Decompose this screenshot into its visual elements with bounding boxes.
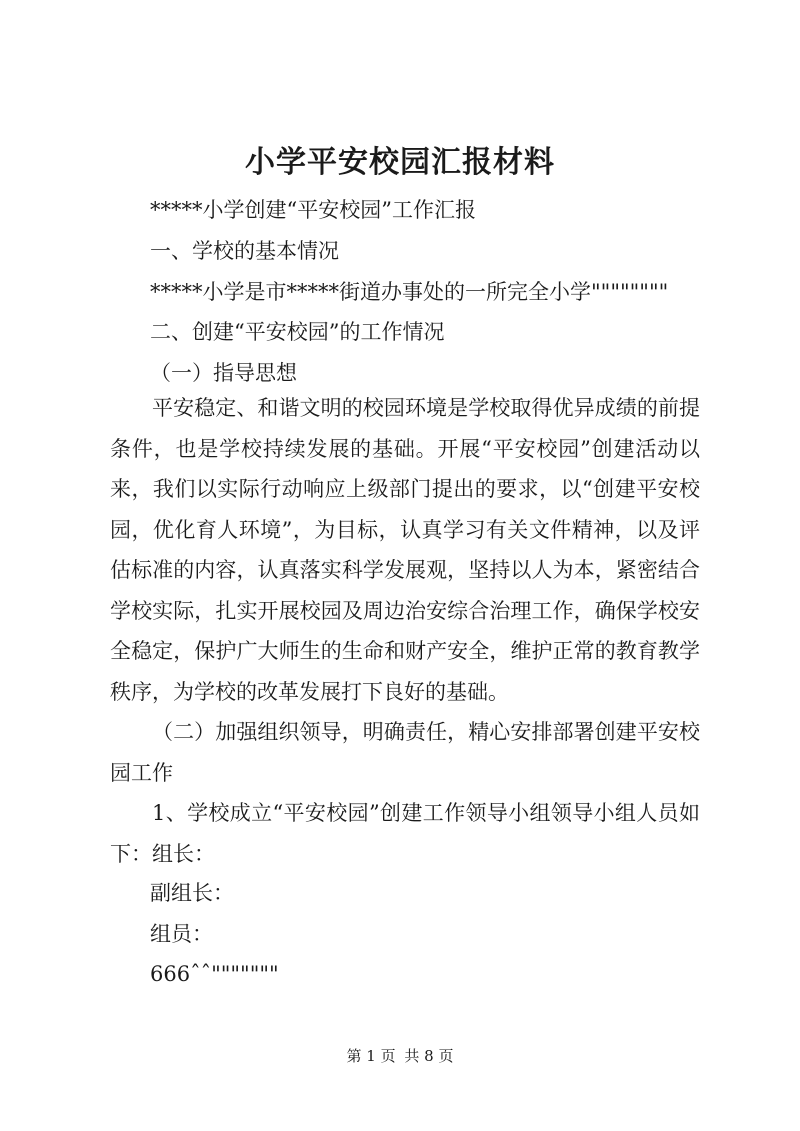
page-footer (0, 1046, 800, 1066)
page-number: 第 1 页 (346, 1047, 396, 1065)
page-total: 共 8 页 (404, 1047, 454, 1065)
section-2-heading: 二、创建“平安校园”的工作情况 (150, 320, 445, 344)
item-1-paragraph: 1、学校成立“平安校园”创建工作领导小组领导小组人员如下：组长： (110, 801, 700, 866)
subsection-1-heading: （一）指导思想 (150, 361, 297, 385)
section-1-heading: 一、学校的基本情况 (150, 239, 339, 263)
subsection-1-paragraph: 平安稳定、和谐文明的校园环境是学校取得优异成绩的前提条件，也是学校持续发展的基础。开展“平安校园”创建活动以来，我们以实际行动响应上级部门提出的要求，以“创建平安校园，优化育人环境”，为目标，认真学习有关文件精神，以及评估标准的内容，认真落实科学发展观，坚持以人为本，紧密结合学校实际，扎实开展校园及周边治安综合治理工作，确保学校安全稳定，保护广大师生的生命和财产安全，维护正常的教育教学秩序，为学校的改革发展打下良好的基础。 (110, 396, 700, 704)
section-1-text: *****小学是市*****街道办事处的一所完全小学"""""""" (150, 280, 669, 304)
deputy-leader-label: 副组长： (150, 881, 234, 905)
report-subtitle: *****小学创建“平安校园”工作汇报 (150, 198, 476, 222)
trailing-text: 666ˆˆ""""""" (150, 962, 279, 986)
members-label: 组员： (150, 922, 213, 946)
document-title: 小学平安校园汇报材料 (245, 145, 555, 180)
subsection-2-heading: （二）加强组织领导，明确责任，精心安排部署创建平安校园工作 (110, 720, 700, 785)
